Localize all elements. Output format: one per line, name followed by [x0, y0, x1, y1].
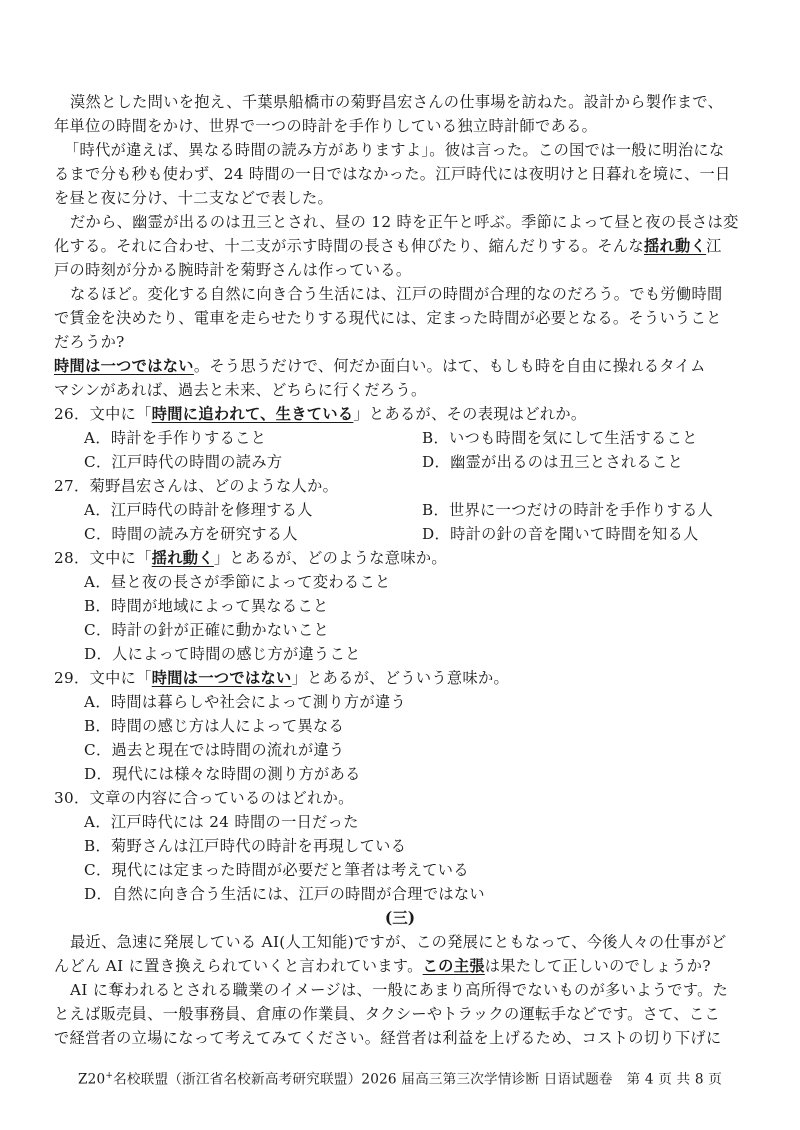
question-28-stem [54, 546, 447, 570]
question-29-option-d[interactable]: D．現代には様々な時間の測り方がある [84, 765, 361, 783]
question-27-option-b[interactable]: B．世界に一つだけの時計を手作りする人 [422, 501, 714, 519]
passage-text [54, 354, 706, 378]
passage-text: 漠然とした問いを抱え、千葉県船橋市の菊野昌宏さんの仕事場を訪ねた。設計から製作まで、 [70, 93, 724, 111]
passage-text: で賃金を決めたり、電車を走らせたりする現代には、定まった時間が必要となる。そういうこと [54, 309, 722, 327]
footer-plus: + [105, 1071, 114, 1081]
question-29-stem [54, 666, 509, 690]
question-29-option-b[interactable]: B．時間の感じ方は人によって異なる [84, 717, 345, 735]
question-29-option-c[interactable]: C．過去と現在では時間の流れが違う [84, 741, 345, 759]
page-footer [0, 1066, 800, 1090]
passage-text: 年単位の時間をかけ、世界で一つの時計を手作りしている独立時計師である。 [54, 117, 598, 135]
question-underlined-phrase: 時間に追われて、生きている [151, 405, 354, 423]
footer-text: 名校联盟（浙江省名校新高考研究联盟）2026 届高三第三次学情诊断 日语试题卷 第 4 页 共 8 页 [113, 1071, 722, 1088]
question-stem-text: 」とあるが、その表現はどれか。 [353, 405, 587, 423]
question-stem-text: 29．文中に「 [54, 669, 152, 687]
question-underlined-phrase: 揺れ動く [151, 549, 214, 567]
question-30-option-a[interactable]: A．江戸時代には 24 時間の一日だった [84, 813, 359, 831]
question-stem-text: 」とあるが、どのような意味か。 [213, 549, 447, 567]
passage-text: AI に奪われるとされる職業のイメージは、一般にあまり高所得でないものが多いようです。た [70, 981, 729, 999]
question-29-option-a[interactable]: A．時間は暮らしや社会によって測り方が違う [84, 693, 407, 711]
question-27-option-c[interactable]: C．時間の読み方を研究する人 [84, 525, 298, 543]
question-26-stem [54, 402, 586, 426]
question-30-option-b[interactable]: B．菊野さんは江戸時代の時計を再現している [84, 837, 407, 855]
section-heading: (三) [384, 908, 416, 927]
passage-text: 戸の時刻が分かる腕時計を菊野さんは作っている。 [54, 261, 412, 279]
question-30-stem: 30．文章の内容に合っているのはどれか。 [54, 789, 354, 807]
passage-text: は果たして正しいのでしょうか? [484, 957, 711, 975]
passage-text: で経営者の立場になって考えてみてください。経営者は利益を上げるため、コストの切り下げに [54, 1029, 722, 1047]
underlined-phrase-jikan: 時間は一つではない [54, 357, 194, 375]
question-stem-text: 28．文中に「 [54, 549, 152, 567]
footer-org-prefix: Z20 [78, 1071, 106, 1088]
passage-text: マシンがあれば、過去と未来、どちらに行くだろう。 [54, 381, 427, 399]
question-26-option-b[interactable]: B．いつも時間を気にして生活すること [422, 429, 698, 447]
passage-text [54, 954, 711, 978]
question-28-option-a[interactable]: A．昼と夜の長さが季節によって変わること [84, 573, 391, 591]
passage-text: 「時代が違えば、異なる時間の読み方がありますよ」。彼は言った。この国では一般に明治にな [64, 141, 725, 159]
question-30-option-c[interactable]: C．現代には定まった時間が必要だと筆者は考えている [84, 861, 469, 879]
question-26-option-c[interactable]: C．江戸時代の時間の読み方 [84, 453, 283, 471]
underlined-phrase-yureugoku: 揺れ動く [643, 237, 707, 255]
passage-text: 最近、急速に発展している AI(人工知能)ですが、この発展にともなって、今後人々の仕事がど [70, 933, 727, 951]
question-28-option-c[interactable]: C．時計の針が正確に動かないこと [84, 621, 330, 639]
passage-text: 化する。それに合わせ、十二支が示す時間の長さも伸びたり、縮んだりする。そんな [54, 237, 644, 255]
question-27-stem: 27．菊野昌宏さんは、どのような人か。 [54, 477, 339, 495]
question-28-option-d[interactable]: D．人によって時間の感じ方が違うこと [84, 645, 361, 663]
passage-text [54, 234, 722, 258]
question-underlined-phrase: 時間は一つではない [151, 669, 292, 687]
passage-text: だろうか? [54, 333, 125, 351]
passage-text: なるほど。変化する自然に向き合う生活には、江戸の時間が合理的なのだろう。でも労働時間 [70, 285, 723, 303]
passage-text: を昼と夜に分け、十二支などで表した。 [54, 189, 334, 207]
question-28-option-b[interactable]: B．時間が地域によって異なること [84, 597, 329, 615]
question-30-option-d[interactable]: D．自然に向き合う生活には、江戸の時間が合理ではない [84, 885, 485, 903]
question-stem-text: 26．文中に「 [54, 405, 152, 423]
passage-text: 江 [706, 237, 722, 255]
passage-text: 。そう思うだけで、何だか面白い。はて、もしも時を自由に操れるタイム [193, 357, 706, 375]
passage-text: んどん AI に置き換えられていくと言われています。 [54, 957, 423, 975]
question-stem-text: 」とあるが、どういう意味か。 [291, 669, 510, 687]
passage-text: だから、幽霊が出るのは丑三とされ、昼の 12 時を正午と呼ぶ。季節によって昼と夜の長さは変 [70, 213, 739, 231]
underlined-phrase-shuchou: この主張 [422, 957, 485, 975]
passage-text: るまで分も秒も使わず、24 時間の一日ではなかった。江戸時代には夜明けと日暮れを境に、一日 [54, 165, 731, 183]
question-27-option-a[interactable]: A．江戸時代の時計を修理する人 [84, 501, 313, 519]
passage-text: とえば販売員、一般事務員、倉庫の作業員、タクシーやトラックの運転手などです。さて、ここ [54, 1005, 720, 1023]
question-26-option-d[interactable]: D．幽霊が出るのは丑三とされること [422, 453, 684, 471]
question-26-option-a[interactable]: A．時計を手作りすること [84, 429, 267, 447]
question-27-option-d[interactable]: D．時計の針の音を聞いて時間を知る人 [422, 525, 699, 543]
